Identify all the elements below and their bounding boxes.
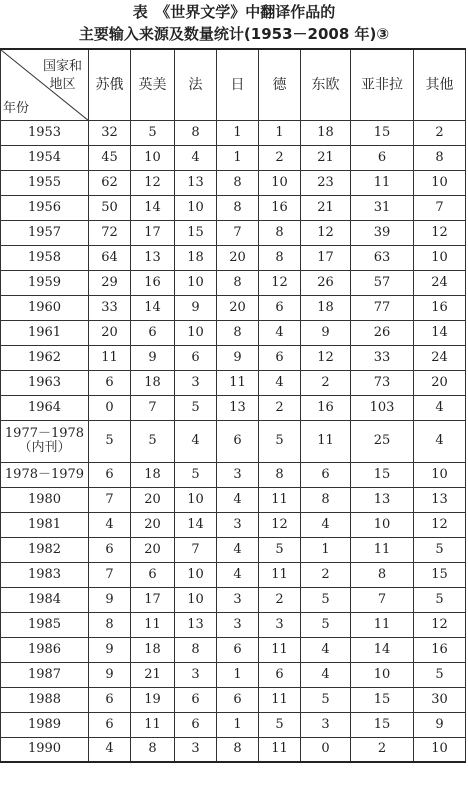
value-cell: 3 bbox=[259, 612, 301, 637]
value-cell: 8 bbox=[175, 637, 217, 662]
value-cell: 10 bbox=[414, 737, 466, 762]
value-cell: 9 bbox=[89, 587, 131, 612]
value-cell: 10 bbox=[351, 662, 414, 687]
value-cell: 18 bbox=[175, 245, 217, 270]
value-cell: 8 bbox=[259, 220, 301, 245]
value-cell: 13 bbox=[351, 487, 414, 512]
value-cell: 1 bbox=[301, 537, 351, 562]
value-cell: 63 bbox=[351, 245, 414, 270]
value-cell: 3 bbox=[175, 737, 217, 762]
col-header: 英美 bbox=[131, 49, 175, 120]
value-cell: 5 bbox=[89, 420, 131, 462]
value-cell: 6 bbox=[89, 462, 131, 487]
value-cell: 1 bbox=[217, 662, 259, 687]
value-cell: 5 bbox=[414, 587, 466, 612]
value-cell: 14 bbox=[414, 320, 466, 345]
value-cell: 12 bbox=[414, 512, 466, 537]
value-cell: 3 bbox=[175, 662, 217, 687]
value-cell: 11 bbox=[351, 612, 414, 637]
value-cell: 33 bbox=[351, 345, 414, 370]
value-cell: 1 bbox=[259, 120, 301, 145]
year-cell: 1982 bbox=[1, 537, 89, 562]
value-cell: 8 bbox=[217, 270, 259, 295]
year-cell: 1978－1979 bbox=[1, 462, 89, 487]
col-header: 其他 bbox=[414, 49, 466, 120]
col-header: 亚非拉 bbox=[351, 49, 414, 120]
value-cell: 20 bbox=[131, 537, 175, 562]
data-table bbox=[0, 48, 466, 763]
value-cell: 21 bbox=[301, 195, 351, 220]
value-cell: 9 bbox=[301, 320, 351, 345]
value-cell: 10 bbox=[175, 587, 217, 612]
value-cell: 4 bbox=[301, 662, 351, 687]
value-cell: 8 bbox=[301, 487, 351, 512]
value-cell: 5 bbox=[301, 612, 351, 637]
value-cell: 10 bbox=[259, 170, 301, 195]
value-cell: 5 bbox=[259, 420, 301, 462]
year-cell: 1962 bbox=[1, 345, 89, 370]
col-header: 东欧 bbox=[301, 49, 351, 120]
table-row bbox=[1, 537, 466, 562]
year-cell: 1981 bbox=[1, 512, 89, 537]
value-cell: 2 bbox=[351, 737, 414, 762]
value-cell: 8 bbox=[217, 170, 259, 195]
value-cell: 4 bbox=[217, 487, 259, 512]
value-cell: 14 bbox=[351, 637, 414, 662]
value-cell: 18 bbox=[301, 295, 351, 320]
value-cell: 2 bbox=[301, 370, 351, 395]
value-cell: 1 bbox=[217, 145, 259, 170]
table-row bbox=[1, 637, 466, 662]
value-cell: 7 bbox=[217, 220, 259, 245]
table-row bbox=[1, 487, 466, 512]
value-cell: 0 bbox=[301, 737, 351, 762]
value-cell: 9 bbox=[217, 345, 259, 370]
value-cell: 10 bbox=[414, 462, 466, 487]
value-cell: 26 bbox=[301, 270, 351, 295]
year-cell: 1959 bbox=[1, 270, 89, 295]
value-cell: 10 bbox=[175, 562, 217, 587]
value-cell: 6 bbox=[217, 687, 259, 712]
value-cell: 11 bbox=[131, 712, 175, 737]
value-cell: 11 bbox=[259, 487, 301, 512]
value-cell: 11 bbox=[89, 345, 131, 370]
value-cell: 7 bbox=[89, 562, 131, 587]
value-cell: 12 bbox=[259, 270, 301, 295]
year-cell: 1957 bbox=[1, 220, 89, 245]
value-cell: 11 bbox=[259, 687, 301, 712]
value-cell: 14 bbox=[131, 295, 175, 320]
value-cell: 12 bbox=[301, 220, 351, 245]
value-cell: 23 bbox=[301, 170, 351, 195]
value-cell: 20 bbox=[89, 320, 131, 345]
value-cell: 9 bbox=[414, 712, 466, 737]
table-row bbox=[1, 195, 466, 220]
value-cell: 8 bbox=[259, 245, 301, 270]
year-cell: 1954 bbox=[1, 145, 89, 170]
value-cell: 11 bbox=[217, 370, 259, 395]
value-cell: 3 bbox=[175, 370, 217, 395]
col-header: 德 bbox=[259, 49, 301, 120]
value-cell: 12 bbox=[301, 345, 351, 370]
value-cell: 31 bbox=[351, 195, 414, 220]
year-cell: 1989 bbox=[1, 712, 89, 737]
table-row bbox=[1, 462, 466, 487]
value-cell: 33 bbox=[89, 295, 131, 320]
year-cell: 1963 bbox=[1, 370, 89, 395]
value-cell: 15 bbox=[175, 220, 217, 245]
value-cell: 20 bbox=[414, 370, 466, 395]
table-title-line1: 表 《世界文学》中翻译作品的 bbox=[132, 3, 336, 21]
year-cell: 1983 bbox=[1, 562, 89, 587]
value-cell: 29 bbox=[89, 270, 131, 295]
value-cell: 5 bbox=[259, 537, 301, 562]
value-cell: 9 bbox=[175, 295, 217, 320]
year-cell: 1990 bbox=[1, 737, 89, 762]
table-row bbox=[1, 345, 466, 370]
value-cell: 1 bbox=[217, 120, 259, 145]
table-row bbox=[1, 370, 466, 395]
value-cell: 15 bbox=[414, 562, 466, 587]
value-cell: 13 bbox=[175, 612, 217, 637]
value-cell: 1 bbox=[217, 712, 259, 737]
value-cell: 103 bbox=[351, 395, 414, 420]
value-cell: 16 bbox=[414, 295, 466, 320]
corner-header bbox=[1, 49, 89, 120]
value-cell: 11 bbox=[131, 612, 175, 637]
value-cell: 16 bbox=[301, 395, 351, 420]
table-row bbox=[1, 170, 466, 195]
value-cell: 12 bbox=[414, 612, 466, 637]
value-cell: 4 bbox=[301, 512, 351, 537]
table-row bbox=[1, 737, 466, 762]
value-cell: 10 bbox=[175, 320, 217, 345]
value-cell: 15 bbox=[351, 687, 414, 712]
value-cell: 3 bbox=[217, 612, 259, 637]
value-cell: 2 bbox=[259, 587, 301, 612]
value-cell: 21 bbox=[131, 662, 175, 687]
value-cell: 6 bbox=[351, 145, 414, 170]
value-cell: 4 bbox=[414, 420, 466, 462]
value-cell: 6 bbox=[175, 712, 217, 737]
year-cell: 1955 bbox=[1, 170, 89, 195]
value-cell: 9 bbox=[131, 345, 175, 370]
value-cell: 17 bbox=[131, 587, 175, 612]
year-cell: 1987 bbox=[1, 662, 89, 687]
value-cell: 20 bbox=[131, 512, 175, 537]
table-row bbox=[1, 662, 466, 687]
value-cell: 4 bbox=[175, 145, 217, 170]
value-cell: 11 bbox=[351, 170, 414, 195]
value-cell: 15 bbox=[351, 462, 414, 487]
value-cell: 5 bbox=[301, 687, 351, 712]
value-cell: 8 bbox=[351, 562, 414, 587]
value-cell: 57 bbox=[351, 270, 414, 295]
value-cell: 8 bbox=[217, 320, 259, 345]
value-cell: 6 bbox=[175, 345, 217, 370]
year-cell: 1985 bbox=[1, 612, 89, 637]
value-cell: 20 bbox=[131, 487, 175, 512]
value-cell: 3 bbox=[217, 462, 259, 487]
value-cell: 8 bbox=[217, 195, 259, 220]
value-cell: 10 bbox=[414, 245, 466, 270]
value-cell: 8 bbox=[217, 737, 259, 762]
col-header: 法 bbox=[175, 49, 217, 120]
value-cell: 12 bbox=[131, 170, 175, 195]
value-cell: 11 bbox=[259, 562, 301, 587]
value-cell: 14 bbox=[131, 195, 175, 220]
year-cell: 1980 bbox=[1, 487, 89, 512]
value-cell: 6 bbox=[131, 562, 175, 587]
value-cell: 77 bbox=[351, 295, 414, 320]
value-cell: 16 bbox=[131, 270, 175, 295]
year-cell: 1953 bbox=[1, 120, 89, 145]
value-cell: 13 bbox=[217, 395, 259, 420]
value-cell: 18 bbox=[131, 637, 175, 662]
year-cell: 1961 bbox=[1, 320, 89, 345]
year-cell: 1988 bbox=[1, 687, 89, 712]
value-cell: 4 bbox=[89, 512, 131, 537]
table-row bbox=[1, 120, 466, 145]
value-cell: 24 bbox=[414, 345, 466, 370]
value-cell: 6 bbox=[175, 687, 217, 712]
table-row bbox=[1, 420, 466, 462]
table-row bbox=[1, 395, 466, 420]
value-cell: 8 bbox=[414, 145, 466, 170]
value-cell: 6 bbox=[259, 295, 301, 320]
value-cell: 4 bbox=[259, 320, 301, 345]
value-cell: 6 bbox=[217, 420, 259, 462]
year-cell: 1964 bbox=[1, 395, 89, 420]
value-cell: 25 bbox=[351, 420, 414, 462]
value-cell: 5 bbox=[414, 662, 466, 687]
value-cell: 13 bbox=[414, 487, 466, 512]
value-cell: 4 bbox=[217, 562, 259, 587]
value-cell: 0 bbox=[89, 395, 131, 420]
value-cell: 2 bbox=[414, 120, 466, 145]
value-cell: 3 bbox=[301, 712, 351, 737]
value-cell: 4 bbox=[217, 537, 259, 562]
value-cell: 17 bbox=[131, 220, 175, 245]
table-row bbox=[1, 220, 466, 245]
value-cell: 8 bbox=[89, 612, 131, 637]
value-cell: 15 bbox=[351, 120, 414, 145]
value-cell: 12 bbox=[259, 512, 301, 537]
value-cell: 18 bbox=[301, 120, 351, 145]
table-title-line2: 主要输入来源及数量统计(1953－2008 年)③ bbox=[78, 25, 390, 43]
table-row bbox=[1, 587, 466, 612]
value-cell: 15 bbox=[351, 712, 414, 737]
col-header: 苏俄 bbox=[89, 49, 131, 120]
table-row bbox=[1, 612, 466, 637]
value-cell: 64 bbox=[89, 245, 131, 270]
value-cell: 17 bbox=[301, 245, 351, 270]
value-cell: 6 bbox=[89, 712, 131, 737]
year-cell: 1984 bbox=[1, 587, 89, 612]
value-cell: 6 bbox=[89, 687, 131, 712]
value-cell: 24 bbox=[414, 270, 466, 295]
value-cell: 7 bbox=[351, 587, 414, 612]
value-cell: 12 bbox=[414, 220, 466, 245]
corner-top-label: 国家和 地区 bbox=[42, 59, 82, 92]
year-cell: 1977－1978 （内刊） bbox=[1, 420, 89, 462]
value-cell: 6 bbox=[301, 462, 351, 487]
value-cell: 5 bbox=[131, 120, 175, 145]
table-body bbox=[1, 120, 466, 762]
value-cell: 9 bbox=[89, 637, 131, 662]
value-cell: 18 bbox=[131, 370, 175, 395]
value-cell: 62 bbox=[89, 170, 131, 195]
header-row bbox=[1, 49, 466, 120]
value-cell: 7 bbox=[131, 395, 175, 420]
value-cell: 4 bbox=[89, 737, 131, 762]
value-cell: 10 bbox=[175, 270, 217, 295]
value-cell: 3 bbox=[217, 512, 259, 537]
year-cell: 1956 bbox=[1, 195, 89, 220]
value-cell: 6 bbox=[131, 320, 175, 345]
value-cell: 11 bbox=[301, 420, 351, 462]
value-cell: 45 bbox=[89, 145, 131, 170]
table-row bbox=[1, 512, 466, 537]
value-cell: 6 bbox=[217, 637, 259, 662]
value-cell: 8 bbox=[175, 120, 217, 145]
value-cell: 14 bbox=[175, 512, 217, 537]
value-cell: 8 bbox=[131, 737, 175, 762]
table-row bbox=[1, 295, 466, 320]
col-header: 日 bbox=[217, 49, 259, 120]
value-cell: 8 bbox=[259, 462, 301, 487]
value-cell: 50 bbox=[89, 195, 131, 220]
value-cell: 7 bbox=[414, 195, 466, 220]
value-cell: 20 bbox=[217, 245, 259, 270]
table-row bbox=[1, 562, 466, 587]
value-cell: 18 bbox=[131, 462, 175, 487]
value-cell: 5 bbox=[259, 712, 301, 737]
table-row bbox=[1, 712, 466, 737]
value-cell: 2 bbox=[259, 395, 301, 420]
value-cell: 6 bbox=[259, 345, 301, 370]
value-cell: 4 bbox=[301, 637, 351, 662]
value-cell: 10 bbox=[175, 195, 217, 220]
value-cell: 10 bbox=[131, 145, 175, 170]
value-cell: 32 bbox=[89, 120, 131, 145]
value-cell: 16 bbox=[414, 637, 466, 662]
value-cell: 11 bbox=[351, 537, 414, 562]
corner-bottom-label: 年份 bbox=[3, 100, 30, 116]
value-cell: 13 bbox=[175, 170, 217, 195]
value-cell: 5 bbox=[131, 420, 175, 462]
value-cell: 4 bbox=[259, 370, 301, 395]
value-cell: 26 bbox=[351, 320, 414, 345]
value-cell: 19 bbox=[131, 687, 175, 712]
value-cell: 9 bbox=[89, 662, 131, 687]
value-cell: 13 bbox=[131, 245, 175, 270]
value-cell: 21 bbox=[301, 145, 351, 170]
value-cell: 10 bbox=[414, 170, 466, 195]
value-cell: 6 bbox=[89, 537, 131, 562]
value-cell: 4 bbox=[414, 395, 466, 420]
value-cell: 4 bbox=[175, 420, 217, 462]
value-cell: 6 bbox=[89, 370, 131, 395]
table-row bbox=[1, 270, 466, 295]
value-cell: 5 bbox=[301, 587, 351, 612]
value-cell: 72 bbox=[89, 220, 131, 245]
value-cell: 39 bbox=[351, 220, 414, 245]
value-cell: 3 bbox=[217, 587, 259, 612]
value-cell: 20 bbox=[217, 295, 259, 320]
value-cell: 30 bbox=[414, 687, 466, 712]
value-cell: 7 bbox=[175, 537, 217, 562]
value-cell: 16 bbox=[259, 195, 301, 220]
year-cell: 1960 bbox=[1, 295, 89, 320]
value-cell: 11 bbox=[259, 737, 301, 762]
year-cell: 1986 bbox=[1, 637, 89, 662]
value-cell: 10 bbox=[175, 487, 217, 512]
value-cell: 2 bbox=[301, 562, 351, 587]
table-row bbox=[1, 145, 466, 170]
value-cell: 6 bbox=[259, 662, 301, 687]
value-cell: 5 bbox=[175, 462, 217, 487]
table-row bbox=[1, 245, 466, 270]
value-cell: 7 bbox=[89, 487, 131, 512]
value-cell: 2 bbox=[259, 145, 301, 170]
value-cell: 10 bbox=[351, 512, 414, 537]
value-cell: 73 bbox=[351, 370, 414, 395]
value-cell: 5 bbox=[414, 537, 466, 562]
year-cell: 1958 bbox=[1, 245, 89, 270]
table-row bbox=[1, 320, 466, 345]
value-cell: 5 bbox=[175, 395, 217, 420]
table-row bbox=[1, 687, 466, 712]
value-cell: 11 bbox=[259, 637, 301, 662]
